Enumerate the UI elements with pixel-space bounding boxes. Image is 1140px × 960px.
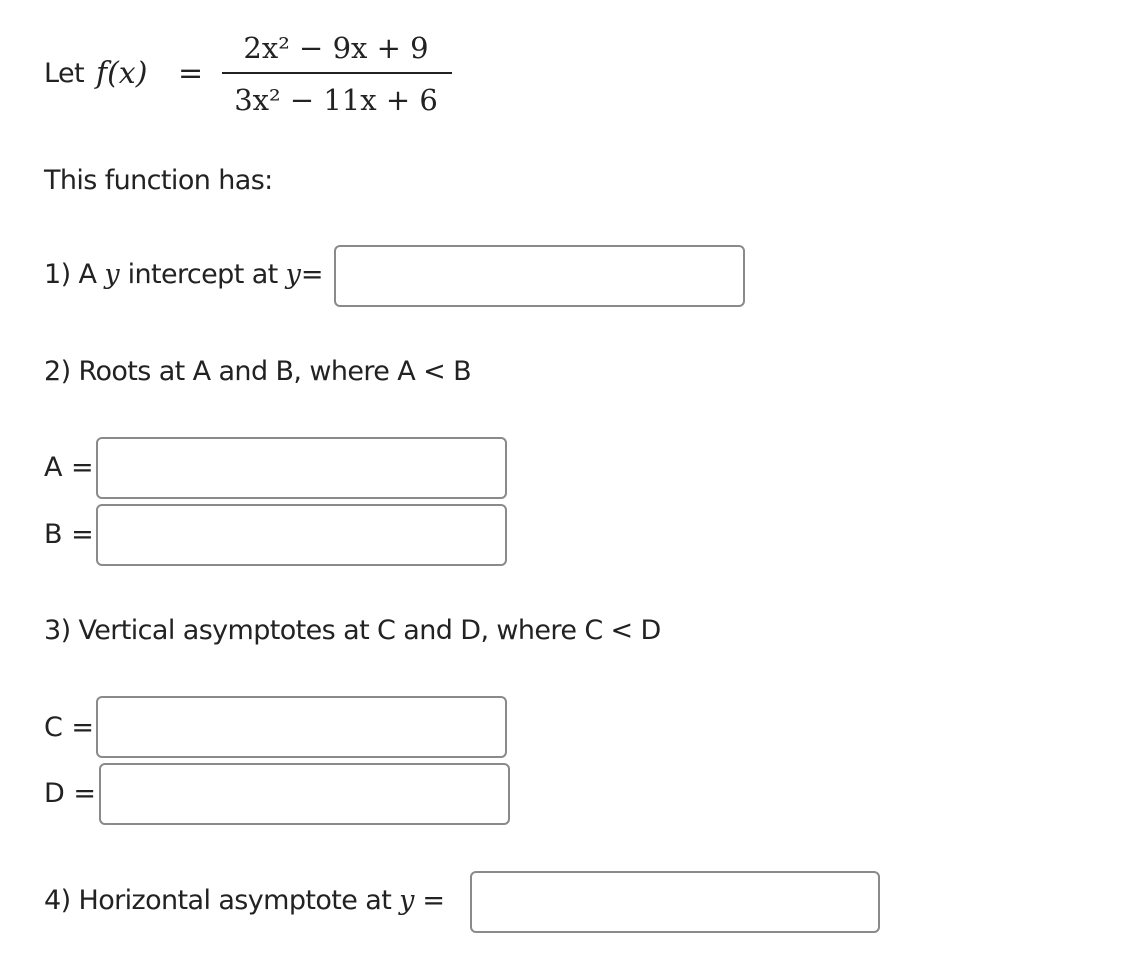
fraction-bar	[222, 72, 452, 74]
q4-var: y	[399, 885, 415, 916]
fraction-denominator: 3x² − 11x + 6	[234, 83, 438, 117]
asymptote-c-label: C =	[44, 712, 95, 743]
fraction-numerator: 2x² − 9x + 9	[243, 31, 429, 65]
q4-suffix: =	[414, 885, 445, 916]
q1-label	[44, 258, 323, 292]
root-a-label: A =	[44, 452, 94, 483]
let-label: Let	[44, 58, 84, 89]
q3-heading: 3) Vertical asymptotes at C and D, where C < D	[44, 615, 661, 646]
horizontal-asymptote-input[interactable]	[470, 871, 880, 933]
q1-suffix: =	[300, 259, 323, 290]
q2-heading: 2) Roots at A and B, where A < B	[44, 356, 472, 387]
root-b-label: B =	[44, 519, 94, 550]
asymptote-c-input[interactable]	[96, 696, 507, 758]
q1-var2: y	[285, 259, 301, 290]
root-a-input[interactable]	[96, 437, 507, 499]
asymptote-d-label: D =	[44, 778, 96, 809]
root-b-input[interactable]	[96, 504, 507, 566]
q4-label	[44, 884, 444, 918]
intro-text: This function has:	[44, 165, 273, 196]
q1-middle: intercept at	[119, 259, 286, 290]
asymptote-d-input[interactable]	[99, 763, 510, 825]
q1-var: y	[104, 259, 120, 290]
q1-prefix: 1) A	[44, 259, 105, 290]
q4-prefix: 4) Horizontal asymptote at	[44, 885, 400, 916]
y-intercept-input[interactable]	[334, 245, 745, 307]
function-name: f(x)	[96, 56, 148, 91]
equals-sign: =	[178, 56, 204, 91]
